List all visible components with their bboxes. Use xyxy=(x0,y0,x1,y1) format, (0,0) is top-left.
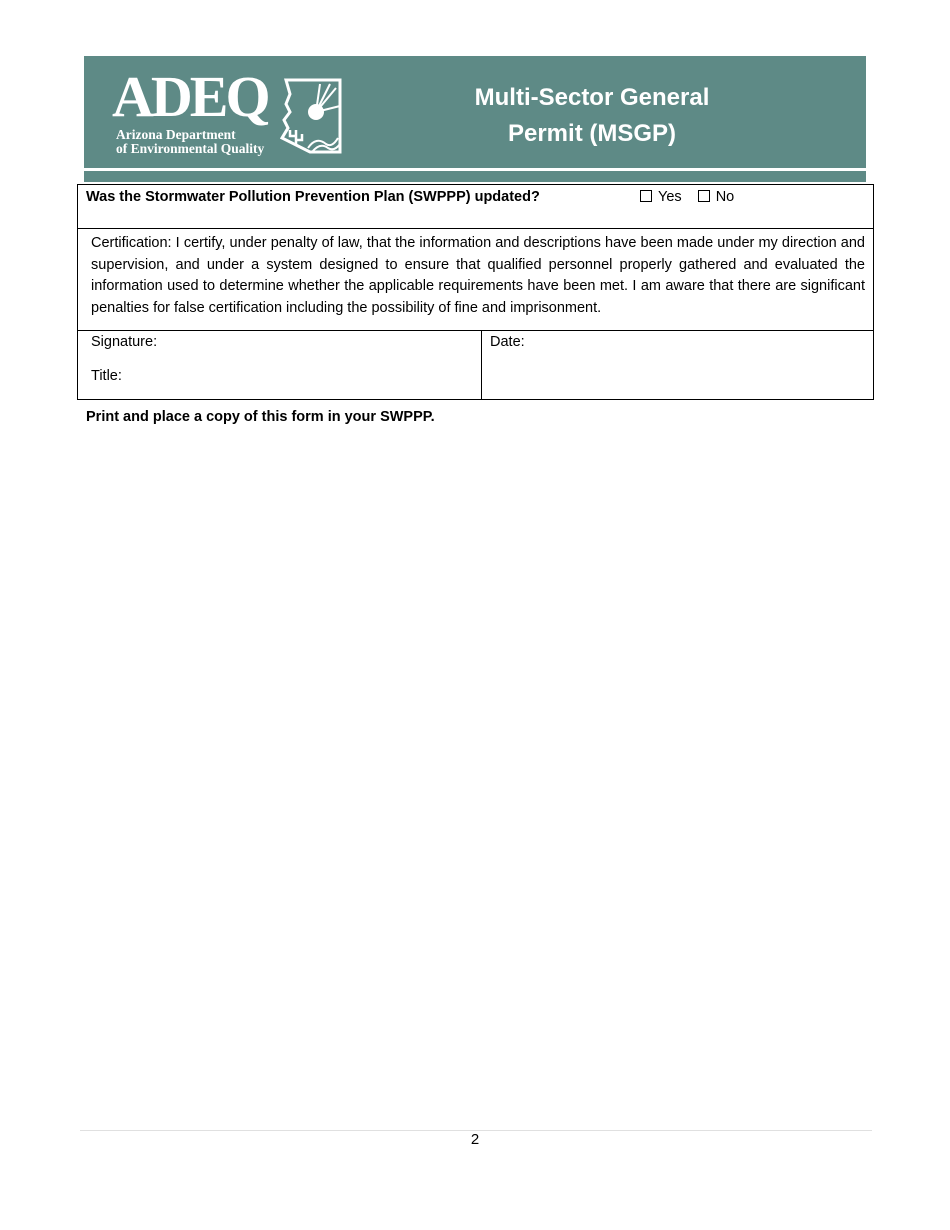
page-number: 2 xyxy=(470,1131,480,1148)
logo-acronym: ADEQ xyxy=(112,64,268,129)
title-line2: Permit (MSGP) xyxy=(507,120,677,147)
yes-option[interactable] xyxy=(640,189,682,205)
yes-label: Yes xyxy=(658,189,682,205)
title-line1: Multi-Sector General xyxy=(474,84,710,111)
print-instruction: Print and place a copy of this form in your SWPPP. xyxy=(86,409,435,425)
page-title xyxy=(434,80,750,152)
adeq-logo xyxy=(112,64,352,158)
no-label: No xyxy=(715,189,735,205)
yes-checkbox[interactable] xyxy=(640,190,652,202)
header-banner xyxy=(84,56,866,168)
header-divider xyxy=(84,171,866,182)
logo-line2: of Environmental Quality xyxy=(116,141,265,156)
signature-label: Signature: xyxy=(91,334,158,350)
certification-statement: Certification: I certify, under penalty of law, that the information and descriptions have been made under my direction and supervision, and under a system designed to ensure that qualified personnel properly gathered and evaluated the information used to determine whether the applicable requirements have been met. I am aware that there are significant penalties for false certification including the possibility of fine and imprisonment. xyxy=(78,229,873,331)
swppp-question: Was the Stormwater Pollution Prevention Plan (SWPPP) updated? xyxy=(86,189,540,205)
date-label: Date: xyxy=(490,334,525,350)
logo-line1: Arizona Department xyxy=(116,127,236,142)
yes-no-options xyxy=(640,189,746,205)
no-option[interactable] xyxy=(698,189,735,205)
certification-form xyxy=(77,184,874,400)
arizona-state-icon xyxy=(280,76,346,156)
signature-row xyxy=(78,331,873,399)
swppp-question-row xyxy=(78,185,873,229)
signature-cell[interactable] xyxy=(78,331,482,399)
no-checkbox[interactable] xyxy=(698,190,710,202)
date-cell[interactable] xyxy=(482,331,873,399)
title-label: Title: xyxy=(91,368,122,384)
